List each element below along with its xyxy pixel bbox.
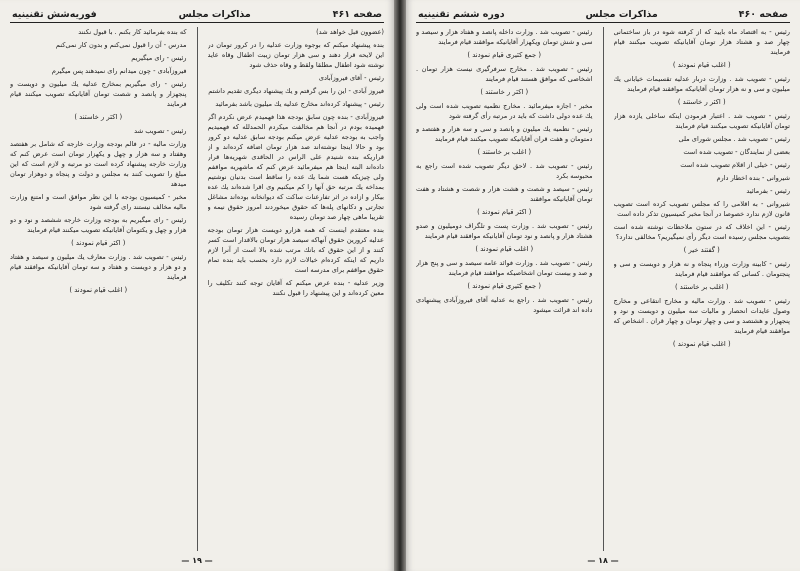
column-divider: [197, 27, 198, 551]
paragraph: رئیس - رای میگیریم به بودجه وزارت خارجه ششصد و نود و دو هزار و چهل و یکتومان آقایانیکه تصویب میکنند قیام فرمایند: [10, 216, 187, 234]
paragraph: رئیس - تصویب شد . وزارت معارف یك میلیون و سیصد و هفتاد و دو هزار و دویست و هفتاد و سه تومان آقایانیکه موافقند قیام فرمایند: [10, 253, 187, 281]
paragraph: بنده پیشنهاد میکنم که بوجوه وزارت عدلیه را در کرور تومان در این لایحه قرار دهند و سی هزار تومان زیبت اطفال وقاه عاید نوشته شود اطفال مطلقا ولقظ و وقاه حذف شود: [207, 41, 384, 69]
right-page-columns: [416, 27, 790, 551]
left-page-session: فوریه‌شش تقنینیه: [12, 8, 97, 20]
session-note: ( اغلب قیام نمودند ): [475, 245, 534, 253]
right-page: [406, 0, 800, 571]
paragraph: فیروزآبادی - بنده چون سابق بودجه هذا فهمیدم عرض نکردم اگر فهمیده بودم در آنجا هم مخالفت میکردم الحمدلله که فهمیدیم واجب به بودجه عدلیه عرض میکنم بودجه سابق عدلیه دو کرور بود و حالا اینجا نوشته‌اند صد هزار تومان اضافه کرده‌اند و از قراریکه بنده شنیدم علی الراس در الحاقدی شهریه‌ها قرار داده‌اند البته اینجا هم میفرمائید عرض کنم که ماشهریه مواقفم ولی چیزیکه هست شما یك عده را ساقط است بدنیان نوشتیم بمداخه یك مرتبه حق آنها را کم میکنیم وی اقرا شده‌اند یك عده بیکار و ازاده در اثر تفارعنات ساکت که دیوانخانه بوده‌اند مشاغل تجارتی و دکانهای پله‌ها که حقوق میخوردند امروز حقوق نیمه و تقریبا ماهی چهار صد تومان رسیده: [207, 113, 384, 221]
paragraph: وزیر عدلیه - بنده عرض میکنم که آقایان توجه کنند تکلیف را معین کرده‌اند و این پیشنهاد را قبول نکنند: [207, 279, 384, 297]
paragraph: شیروانی - به اقلامی را که مجلس تصویب کرده است تصویب قانون لازم ندارد خصوصا در آنجا مخبر کمیسیون تذکر داده است: [613, 200, 790, 218]
left-page: [0, 0, 394, 571]
paragraph: وزارت مالیه - در فالم بودجه وزارت خارجه که شامل بر هفتصد وهفتاد و سه هزار و چهل و یکهزار تومان است عرض کنم که وزارت خارجه پیشنهاد کرده است دو مرتبه و لازم است که این مبلغ را تصویب کنند به مجلس و دولت و پنجاه و دوهزار تومان میدهد: [10, 140, 187, 188]
paragraph: بعضی از نمایندگان - تصویب شده است: [683, 148, 790, 156]
right-page-footer-number: — ۱۸ —: [587, 556, 619, 565]
session-note: ( جمع کثیری قیام نمودند ): [467, 51, 542, 59]
paragraph: رئیس - تصویب شد . راجع به عدلیه آقای فیروزآبادی پیشنهادی داده اند قرائت میشود: [416, 296, 593, 314]
paragraph: رئیس - تصویب شد . اعتبار فرمودن اینکه ساخلی یازده هزار تومان آقایانیکه تصویب میکنند قیام فرمایند: [613, 112, 790, 130]
paragraph: رئیس - تصویب شد: [134, 127, 187, 135]
paragraph: رئیس - خیلی از اقلام تصویب شده است: [680, 161, 790, 169]
session-note: ( اکثر ر خاستند ): [74, 113, 123, 121]
paragraph: رئیس - بفرمائید: [746, 187, 790, 195]
left-page-header: [10, 6, 384, 23]
paragraph: رئیس - آقای فیروزآبادی: [318, 74, 384, 82]
left-page-columns: [10, 27, 384, 551]
paragraph: رئیس - تصویب شد . مجلس شورای ملی: [678, 135, 790, 143]
paragraph: (عضوون قبل خواهد شد): [316, 28, 384, 36]
left-page-column-left: [10, 27, 187, 551]
paragraph: رئیس - تصویب شد . وزارت فوائد عامه سیصد و سی و پنج هزار و صد و بیست تومان اشخاصیکه موافقند قیام فرمایند: [416, 259, 593, 277]
session-note: ( اکثر قیام نمودند ): [477, 208, 532, 216]
session-note: ( اغلب قیام نمودند ): [672, 61, 731, 69]
paragraph: که بنده بفرمائید کار بکنم . با قبول نکنند: [78, 28, 187, 36]
session-note: ( اغلب قیام نمودند ): [672, 340, 731, 348]
right-page-header: [416, 6, 790, 23]
left-page-footer-number: — ۱۹ —: [181, 556, 213, 565]
right-page-session: دوره ششم تقنینیه: [418, 8, 505, 20]
session-note: ( جمع کثیری قیام نمودند ): [467, 282, 542, 290]
paragraph: رئیس - این اخلاف که در ستون ملاحظات نوشته شده است بتصویب مجلس رسیده است دیگر رأی نمیگیریم؟ مخالفی ندارد؟: [613, 223, 790, 241]
paragraph: رئیس - سیصد و شصت و هشت هزار و شصت و هشتاد و هفت تومان آقایانیکه موافقند: [416, 185, 593, 203]
paragraph: فیروزآبادی - چون میدانم رای نمیدهند پس میگیرم: [51, 67, 187, 75]
paragraph: رئیس - به اقتصاد ماه بایید که از کرفته شوه در باز ساختمانی چهار صد و هشتاد هزار تومان آقایانیکه تصویب میکنند قیام فرمایند: [613, 28, 790, 56]
book-gutter: [394, 0, 406, 571]
paragraph: فیروز آبادی - این را بس گرفتم و یك پیشنهاد دیگری تقدیم داشتم: [208, 87, 384, 95]
right-page-column-left: [416, 27, 593, 551]
paragraph: مخبر - کمیسیون بودجه با این نظر موافق است و امتنع وزارت مالیه مخالف نیستند رای گرفته شود: [10, 193, 187, 211]
paragraph: رئیس - تصویب شد . لاحق دیگر تصویب شده است راجع به محبوسه بکرد: [416, 162, 593, 180]
session-note: ( اکثر قیام نمودند ): [71, 239, 126, 247]
paragraph: رئیس - پیشنهاد کرده‌اند مخارج عدلیه یك میلیون باشد بفرمائید: [215, 100, 384, 108]
session-note: ( اغلب قیام نمودند ): [69, 286, 128, 294]
right-page-column-right: [614, 27, 791, 551]
paragraph: رئیس - تصویب شد . وزارت مالیه و مخارج انتقاعی و مخارج وصول عایدات انحصار و مالیات سه میلیون و دویست و نود و پنجهزار و هشتصد و سی و چهار تومان و چهار قران . اشخاص که موافقند قیام فرمایند: [613, 297, 790, 335]
right-page-number-label: صفحه ۴۶۰: [738, 8, 788, 20]
column-divider: [603, 27, 604, 551]
paragraph: رئیس - رای میگیریم: [131, 54, 187, 62]
session-note: ( اکثر ر خاستند ): [677, 98, 726, 106]
paragraph: رئیس - کابینه وزارت وزراء پنجاه و نه هزار و دویست و سی و پنجتومان . کسانی که موافقند قیام فرمایند: [613, 260, 790, 278]
paragraph: مدرس - آن را قبول نمی‌کنم و بدون کار نمی‌کنم: [55, 41, 187, 49]
session-note: ( اکثر ر خاستند ): [480, 88, 529, 96]
paragraph: رئیس - تصویب شد . مخارج سرفرگیری نیست هزار تومان . اشخاصی که موافق هستند قیام فرمایند: [416, 65, 593, 83]
session-note: ( گفتند خیر ): [683, 246, 720, 254]
paragraph: بنده معتقدم اینست که همه هزارو دویست هزار تومان بودجه عدلیه کرورین حقوق آنهاكه سیصد هزار تومان بالاقدار است کسر کنند و از این حقوق که بانك مرتب شده بالا است از آنرا لازم داریم که اینکه کرده‌ام خیالات لازم دارد بحسب باید بنده تمام حقوق مواقفم برای مدرسه است: [207, 226, 384, 274]
session-note: ( اغلب بر خاستند ): [674, 283, 729, 291]
paragraph: رئیس - تصویب شد . وزارت دربار عدلیه تقسیمات خیابانی یك میلیون و سی و نه هزار تومان آقایانیکه موافقند قیام فرمایند: [613, 75, 790, 93]
left-page-column-right: [208, 27, 385, 551]
paragraph: رئیس - رای میگیریم بمخارج عدلیه یك میلیون و دویست و پنجهزار و پانصد و شصت تومان آقایانیکه تصویب میکنند قیام فرمایند: [10, 80, 187, 108]
left-page-title: مذاکرات مجلس: [178, 8, 251, 20]
paragraph: رئیس - نظمیه یك میلیون و پانصد و سی و سه هزار و هفتصد و دمتومان و هفت قران آقایانیکه تصویب میکنند قیام فرمایند: [416, 125, 593, 143]
paragraph: شیروانی - بنده اخطار دارم: [716, 174, 790, 182]
session-note: ( اغلب بر خاستند ): [477, 148, 532, 156]
left-page-number-label: صفحه ۴۶۱: [332, 8, 382, 20]
paragraph: رئیس - تصویب شد . وزارت پست و تلگراف دومیلیون و صدو هشتاد هزار و پانصد و نود تومان آقایانیکه موافقند قیام فرمایند: [416, 222, 593, 240]
paragraph: رئیس - تصویب شد . وزارت داخله پانصد و هفتاد هزار و سیصد و سی و شش تومان ویکهزار آقایانیکه موافقند قیام فرمایند: [416, 28, 593, 46]
right-page-title: مذاکرات مجلس: [585, 8, 658, 20]
paragraph: مخبر - اجازه میفرمائید . مخارج نظمیه تصویب شده است ولی یك عده دولی داشت که باید در مرتبه رأی گرفته شود: [416, 102, 593, 120]
